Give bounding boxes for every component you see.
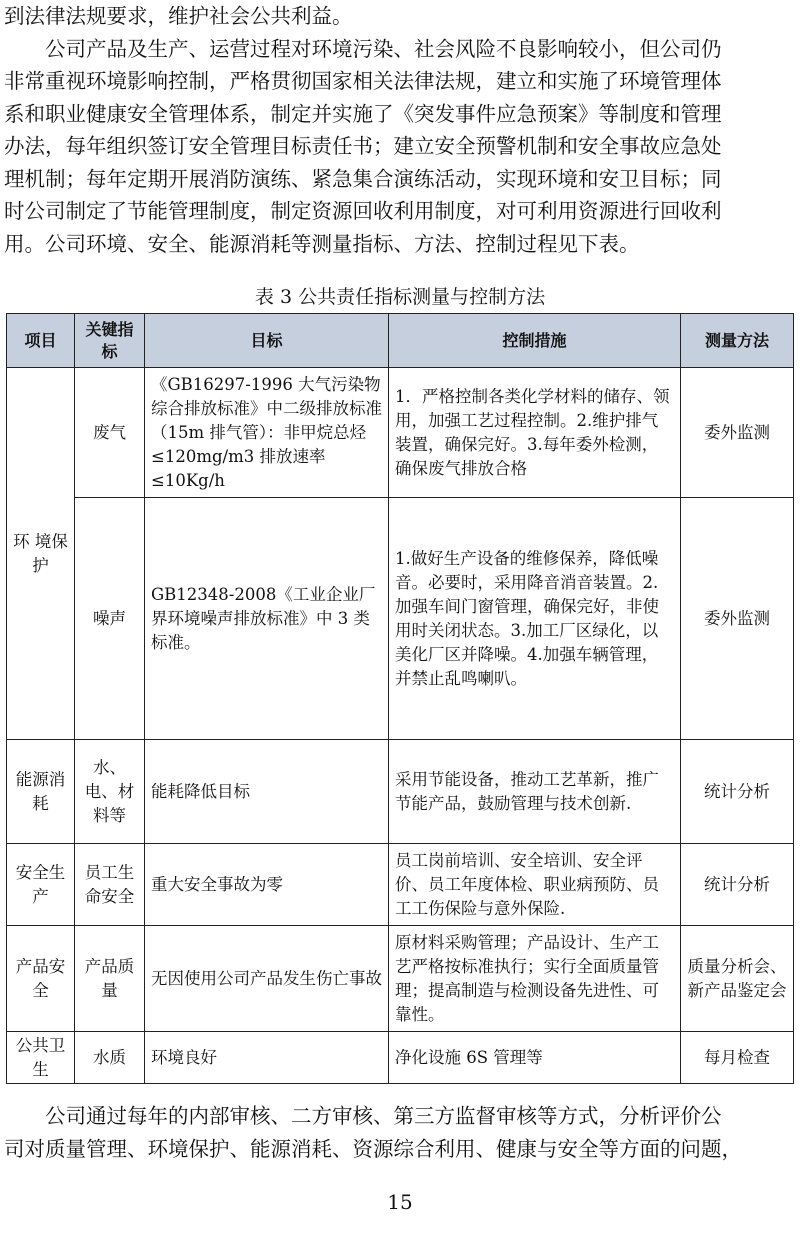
table-caption: 表 3 公共责任指标测量与控制方法 <box>254 286 546 308</box>
intro-tail-line: 到法律法规要求，维护社会公共利益。 <box>4 4 353 28</box>
header-target: 目标 <box>145 314 389 368</box>
table-row <box>7 368 794 498</box>
key-cell: 产品质量 <box>75 926 145 1032</box>
key-cell: 水质 <box>75 1032 145 1084</box>
key-cell: 噪声 <box>75 498 145 740</box>
category-cell: 公共卫生 <box>7 1032 75 1084</box>
header-key-indicator: 关键指标 <box>75 314 145 368</box>
method-cell: 委外监测 <box>681 498 794 740</box>
key-cell: 员工生命安全 <box>75 844 145 926</box>
responsibility-table <box>6 313 794 1084</box>
paragraph-line: 用。公司环境、安全、能源消耗等测量指标、方法、控制过程见下表。 <box>4 231 640 256</box>
category-cell: 环 境保护 <box>7 368 75 740</box>
method-cell: 委外监测 <box>681 368 794 498</box>
paragraph-line: 时公司制定了节能管理制度，制定资源回收利用制度，对可利用资源进行回收利 <box>4 199 722 223</box>
paragraph-line: 公司产品及生产、运营过程对环境污染、社会风险不良影响较小，但公司仍 <box>45 36 722 61</box>
control-cell: 原材料采购管理；产品设计、生产工艺严格按标准执行；实行全面质量管理；提高制造与检测设备先进性、可靠性。 <box>389 926 681 1032</box>
category-cell: 安全生产 <box>7 844 75 926</box>
target-cell: 能耗降低目标 <box>145 740 389 844</box>
paragraph-line: 公司通过每年的内部审核、二方审核、第三方监督审核等方式，分析评价公 <box>45 1104 722 1128</box>
target-cell: 环境良好 <box>145 1032 389 1084</box>
header-control: 控制措施 <box>389 314 681 368</box>
table-row <box>7 740 794 844</box>
closing-paragraph <box>4 1100 794 1165</box>
header-item: 项目 <box>7 314 75 368</box>
method-cell: 统计分析 <box>681 844 794 926</box>
control-cell: 1．严格控制各类化学材料的储存、领用，加强工艺过程控制。2.维护排气装置，确保完好。3.每年委外检测，确保废气排放合格 <box>389 368 681 498</box>
target-cell: 《GB16297-1996 大气污染物综合排放标准》中二级排放标准（15m 排气管）：非甲烷总烃≤120mg/m3 排放速率≤10Kg/h <box>145 368 389 498</box>
category-cell: 能源消耗 <box>7 740 75 844</box>
control-cell: 1.做好生产设备的维修保养，降低噪音。必要时，采用降音消音装置。2.加强车间门窗管理，确保完好，非使用时关闭状态。3.加工厂区绿化，以美化厂区并降噪。4.加强车辆管理，并禁止乱鸣喇叭。 <box>389 498 681 740</box>
target-cell: GB12348-2008《工业企业厂界环境噪声排放标准》中 3 类标准。 <box>145 498 389 740</box>
intro-paragraph <box>4 0 794 260</box>
key-cell: 废气 <box>75 368 145 498</box>
target-cell: 无因使用公司产品发生伤亡事故 <box>145 926 389 1032</box>
table-row <box>7 498 794 740</box>
table-row <box>7 926 794 1032</box>
paragraph-line: 理机制；每年定期开展消防演练、紧急集合演练活动，实现环境和安卫目标；同 <box>4 166 722 191</box>
table-row <box>7 1032 794 1084</box>
page-number: 15 <box>387 1190 413 1214</box>
paragraph-line: 司对质量管理、环境保护、能源消耗、资源综合利用、健康与安全等方面的问题， <box>4 1136 742 1161</box>
paragraph-line: 非常重视环境影响控制，严格贯彻国家相关法律法规，建立和实施了环境管理体 <box>4 69 722 93</box>
method-cell: 质量分析会、新产品鉴定会 <box>681 926 794 1032</box>
control-cell: 净化设施 6S 管理等 <box>389 1032 681 1084</box>
key-cell: 水、电、材料等 <box>75 740 145 844</box>
method-cell: 每月检查 <box>681 1032 794 1084</box>
table-row <box>7 844 794 926</box>
category-cell: 产品安全 <box>7 926 75 1032</box>
target-cell: 重大安全事故为零 <box>145 844 389 926</box>
control-cell: 采用节能设备，推动工艺革新，推广节能产品，鼓励管理与技术创新. <box>389 740 681 844</box>
control-cell: 员工岗前培训、安全培训、安全评价、员工年度体检、职业病预防、员工工伤保险与意外保险. <box>389 844 681 926</box>
paragraph-line: 系和职业健康安全管理体系，制定并实施了《突发事件应急预案》等制度和管理 <box>4 101 722 126</box>
header-method: 测量方法 <box>681 314 794 368</box>
paragraph-line: 办法，每年组织签订安全管理目标责任书；建立安全预警机制和安全事故应急处 <box>4 134 722 158</box>
method-cell: 统计分析 <box>681 740 794 844</box>
